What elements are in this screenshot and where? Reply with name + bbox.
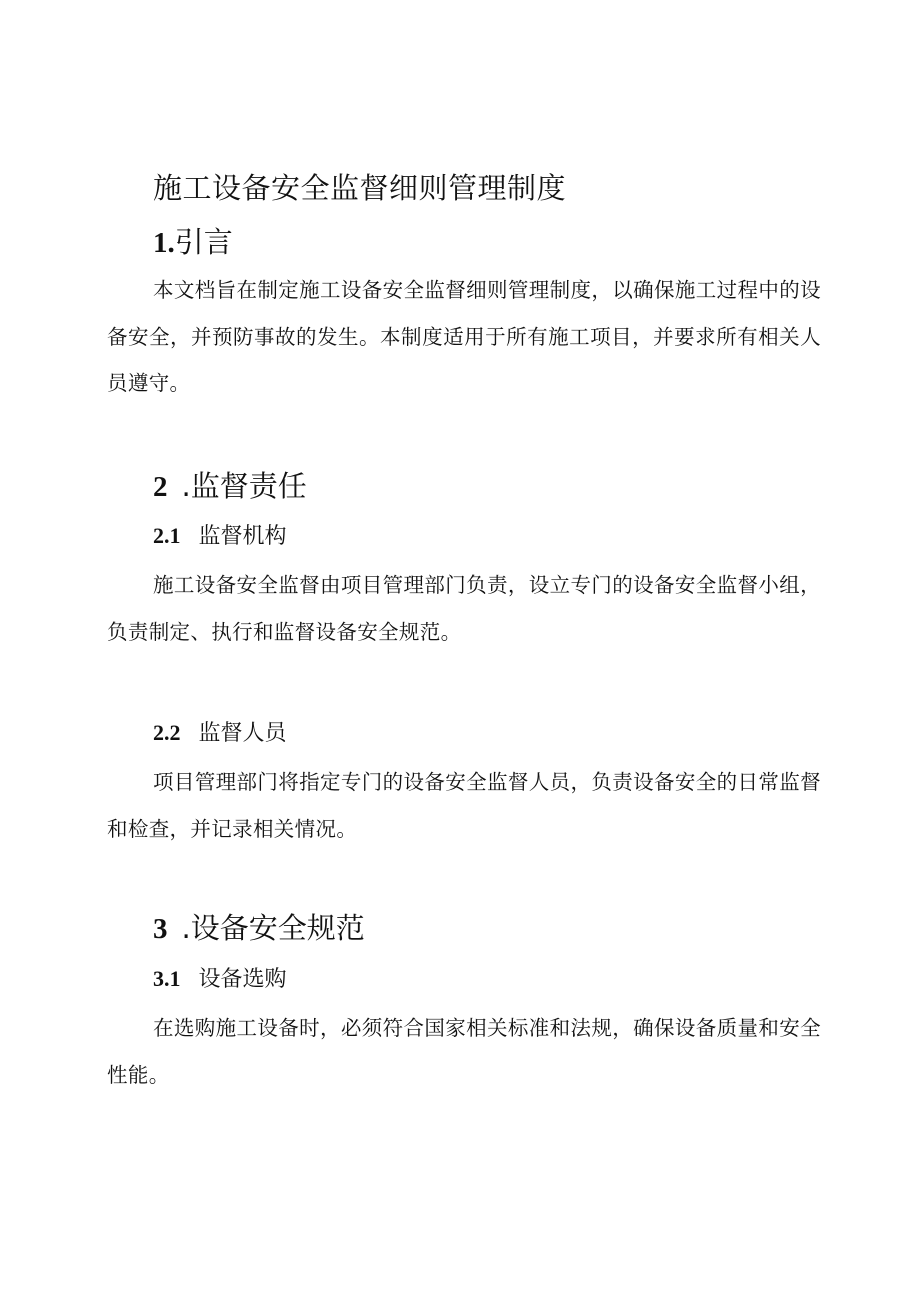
section-2-1-number: 2.1 [153,523,181,548]
section-3-title: .设备安全规范 [181,911,365,945]
section-1-heading [153,222,233,263]
section-2-2-number: 2.2 [153,720,181,745]
section-2-2-body: 项目管理部门将指定专门的设备安全监督人员，负责设备安全的日常监督和检查，并记录相关情况。 [107,770,821,841]
section-2-number: 2 [153,471,168,503]
section-2-1-heading [153,520,287,553]
section-2-heading [153,466,307,507]
section-2-1-body: 施工设备安全监督由项目管理部门负责，设立专门的设备安全监督小组，负责制定、执行和监督设备安全规范。 [107,573,821,644]
section-3-1-body: 在选购施工设备时，必须符合国家相关标准和法规，确保设备质量和安全性能。 [107,1016,821,1087]
section-1-number: 1. [153,227,175,259]
section-3-1-heading [153,963,287,996]
section-1-title: 引言 [174,225,233,259]
section-1-body: 本文档旨在制定施工设备安全监督细则管理制度，以确保施工过程中的设备安全，并预防事故的发生。本制度适用于所有施工项目，并要求所有相关人员遵守。 [107,278,821,395]
section-3-1-number: 3.1 [153,966,181,991]
section-2-1-title: 监督机构 [198,524,287,549]
section-2-2-heading [153,717,287,750]
section-3-1-title: 设备选购 [198,967,287,992]
section-2-title: .监督责任 [181,469,307,503]
document-title: 施工设备安全监督细则管理制度 [153,171,567,205]
section-3-heading [153,908,365,949]
section-2-2-title: 监督人员 [198,721,287,746]
section-3-number: 3 [153,913,168,945]
